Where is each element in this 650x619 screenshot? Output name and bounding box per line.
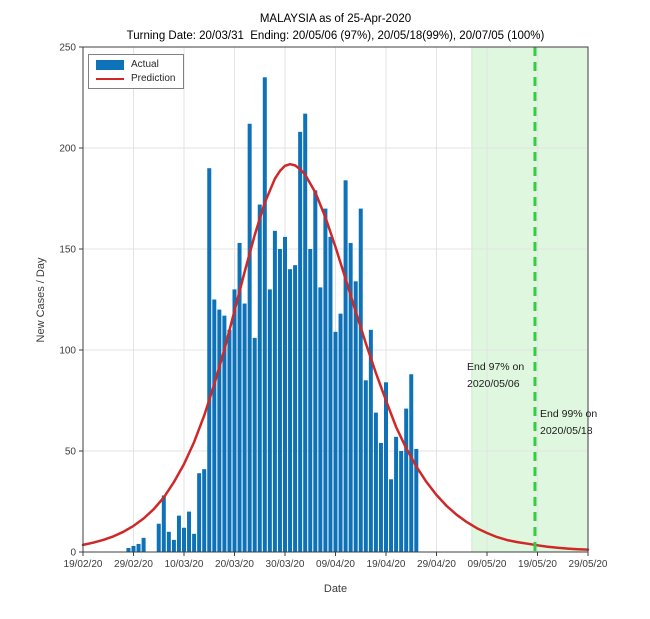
actual-bar bbox=[207, 168, 211, 552]
ending-window-region bbox=[472, 47, 588, 552]
actual-bar bbox=[313, 190, 317, 552]
actual-bar bbox=[364, 380, 368, 552]
actual-bar bbox=[283, 237, 287, 552]
actual-bar bbox=[182, 528, 186, 552]
actual-bar bbox=[399, 451, 403, 552]
actual-bar bbox=[298, 132, 302, 552]
annotation-end-97-line2: 2020/05/06 bbox=[467, 378, 520, 390]
annotation-end-97-line1: End 97% on bbox=[467, 361, 525, 373]
annotation-end-97 bbox=[467, 359, 524, 393]
actual-bar bbox=[278, 249, 282, 552]
actual-bar bbox=[202, 469, 206, 552]
x-tick-label: 20/03/20 bbox=[215, 559, 254, 570]
actual-bar bbox=[344, 180, 348, 552]
prediction-line-swatch bbox=[96, 78, 124, 80]
actual-bar bbox=[374, 413, 378, 552]
actual-bar bbox=[394, 437, 398, 552]
actual-bar bbox=[409, 374, 413, 552]
x-tick-label: 30/03/20 bbox=[265, 559, 305, 570]
legend-item-prediction bbox=[96, 73, 175, 84]
actual-bar bbox=[253, 338, 257, 552]
actual-bar bbox=[233, 289, 237, 552]
actual-bar bbox=[339, 314, 343, 552]
actual-bar bbox=[192, 534, 196, 552]
actual-bar bbox=[404, 409, 408, 552]
x-tick-label: 09/04/20 bbox=[316, 559, 355, 570]
x-tick-label: 19/04/20 bbox=[366, 559, 406, 570]
actual-bar bbox=[258, 205, 262, 552]
actual-bar bbox=[359, 209, 363, 552]
actual-bar bbox=[167, 532, 171, 552]
x-tick-label: 29/02/20 bbox=[114, 559, 153, 570]
actual-bar bbox=[227, 330, 231, 552]
actual-bar bbox=[197, 473, 201, 552]
actual-bar bbox=[162, 495, 166, 552]
actual-bar bbox=[379, 443, 383, 552]
actual-bar bbox=[263, 77, 267, 552]
actual-bar bbox=[334, 332, 338, 552]
actual-bar bbox=[248, 124, 252, 552]
actual-bar bbox=[268, 289, 272, 552]
actual-bar bbox=[318, 287, 322, 552]
actual-bar bbox=[389, 479, 393, 552]
actual-bar bbox=[217, 310, 221, 552]
x-axis-label: Date bbox=[323, 583, 348, 595]
actual-bar bbox=[308, 249, 312, 552]
actual-bar bbox=[273, 231, 277, 552]
x-tick-label: 09/05/20 bbox=[467, 559, 507, 570]
chart-subtitle: Turning Date: 20/03/31 Ending: 20/05/06 (97%), 20/05/18(99%), 20/07/05 (100%) bbox=[126, 30, 545, 42]
actual-bar bbox=[177, 516, 181, 552]
actual-bar bbox=[243, 304, 247, 552]
legend-label-actual: Actual bbox=[131, 59, 159, 70]
y-tick-label: 150 bbox=[59, 244, 76, 256]
actual-bar bbox=[126, 548, 130, 552]
annotation-end-99 bbox=[540, 406, 597, 440]
actual-bar bbox=[132, 546, 136, 552]
x-tick-label: 19/02/20 bbox=[63, 559, 103, 570]
actual-bar bbox=[157, 524, 161, 552]
x-tick-label: 19/05/20 bbox=[518, 559, 557, 570]
y-tick-label: 50 bbox=[64, 446, 76, 458]
x-tick-label: 29/04/20 bbox=[417, 559, 456, 570]
actual-bar-swatch bbox=[96, 60, 124, 70]
actual-bar bbox=[293, 265, 297, 552]
y-tick-label: 250 bbox=[59, 42, 76, 54]
actual-bar bbox=[187, 512, 191, 552]
annotation-end-99-line1: End 99% on bbox=[540, 408, 598, 420]
actual-bar bbox=[172, 540, 176, 552]
actual-bar bbox=[328, 237, 332, 552]
actual-bar bbox=[142, 538, 146, 552]
y-axis-label: New Cases / Day bbox=[35, 257, 47, 343]
legend-label-prediction: Prediction bbox=[131, 73, 176, 84]
x-tick-label: 29/05/20 bbox=[568, 559, 608, 570]
x-tick-label: 10/03/20 bbox=[164, 559, 204, 570]
y-tick-label: 100 bbox=[59, 345, 76, 357]
annotation-end-99-line2: 2020/05/18 bbox=[540, 425, 593, 437]
actual-bar bbox=[354, 281, 358, 552]
actual-bar bbox=[137, 544, 141, 552]
y-tick-label: 200 bbox=[59, 143, 76, 155]
legend bbox=[88, 54, 184, 89]
y-tick-label: 0 bbox=[70, 547, 76, 559]
actual-bar bbox=[323, 209, 327, 552]
chart-title: MALAYSIA as of 25-Apr-2020 bbox=[259, 13, 412, 25]
actual-bar bbox=[384, 382, 388, 552]
actual-bar bbox=[212, 300, 216, 553]
actual-bar bbox=[288, 269, 292, 552]
legend-item-actual bbox=[96, 59, 175, 70]
